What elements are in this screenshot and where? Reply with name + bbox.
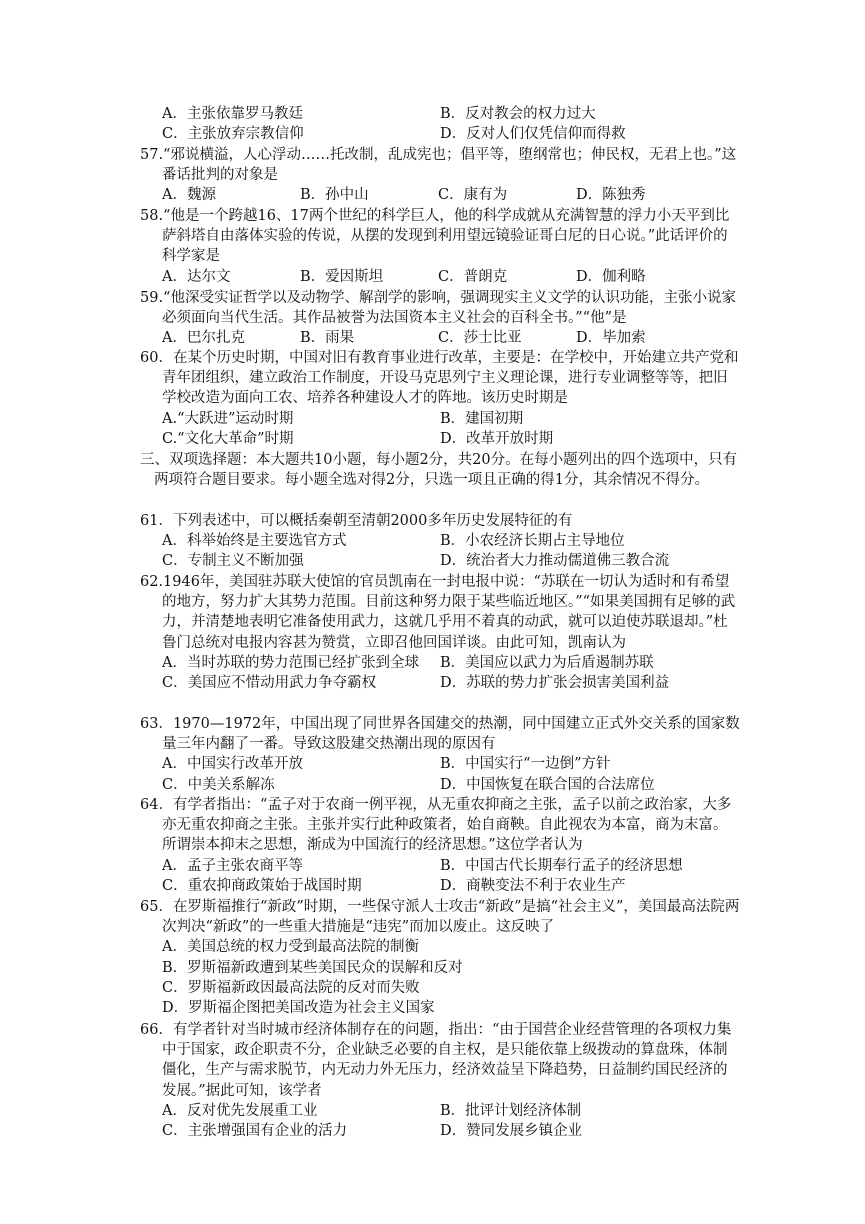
options-row bbox=[162, 328, 740, 348]
question-65 bbox=[140, 897, 740, 1018]
question-66 bbox=[140, 1020, 740, 1141]
option-d[interactable]: D．改革开放时期 bbox=[440, 430, 554, 447]
option-a[interactable]: A．孟子主张农商平等 bbox=[162, 857, 303, 874]
option-c[interactable]: C．莎士比亚 bbox=[438, 330, 522, 347]
option-b[interactable]: B．爱因斯坦 bbox=[300, 268, 384, 285]
question-stem: 59.“他深受实证哲学以及动物学、解剖学的影响，强调现实主义文学的认识功能，主张小说家必须面向当代生活。其作品被誉为法国资本主义社会的百科全书。”“他”是 bbox=[140, 290, 736, 327]
question-57 bbox=[140, 145, 740, 206]
option-d[interactable]: D．统治者大力推动儒道佛三教合流 bbox=[440, 553, 670, 570]
option-a[interactable]: A．主张依靠罗马教廷 bbox=[162, 106, 303, 122]
options-row bbox=[162, 876, 740, 896]
option-a[interactable]: A.“大跃进”运动时期 bbox=[162, 410, 294, 427]
options-row bbox=[162, 409, 740, 429]
option-c[interactable]: C．普朗克 bbox=[438, 268, 508, 285]
option-c[interactable]: C.“文化大革命”时期 bbox=[162, 430, 294, 447]
option-a[interactable]: A．反对优先发展重工业 bbox=[162, 1102, 318, 1119]
options-row bbox=[162, 267, 740, 287]
options-row bbox=[162, 185, 740, 205]
option-d[interactable]: D．陈独秀 bbox=[576, 187, 646, 204]
options-row bbox=[162, 429, 740, 449]
option-a[interactable]: A．巴尔扎克 bbox=[162, 330, 245, 347]
question-56 bbox=[140, 104, 740, 144]
option-a[interactable]: A．当时苏联的势力范围已经扩张到全球 bbox=[162, 654, 419, 671]
section-three-header bbox=[140, 450, 740, 490]
option-b[interactable]: B．中国实行“一边倒”方针 bbox=[440, 756, 611, 773]
options-row bbox=[162, 551, 740, 571]
option-c[interactable]: C．重农抑商政策始于战国时期 bbox=[162, 877, 362, 894]
question-stem: 66．有学者针对当时城市经济体制存在的问题，指出：“由于国营企业经营管理的各项权力集中于国家，政企职责不分，企业缺乏必要的自主权，是只能依靠上级拨动的算盘珠，体制僵化，生产与需求脱节，内无动力外无压力，经济效益呈下降趋势，日益制约国民经济的发展。”据此可知，该学者 bbox=[140, 1022, 732, 1099]
option-d[interactable]: D．中国恢复在联合国的合法席位 bbox=[440, 776, 655, 793]
question-stem: 61．下列表述中，可以概括秦朝至清朝2000多年历史发展特征的有 bbox=[140, 513, 573, 529]
option-d[interactable]: D．伽利略 bbox=[576, 268, 646, 285]
option-a[interactable]: A．美国总统的权力受到最高法院的制衡 bbox=[162, 939, 419, 956]
question-62 bbox=[140, 572, 740, 693]
option-d[interactable]: D．反对人们仅凭信仰而得救 bbox=[440, 126, 626, 143]
option-d[interactable]: D．赞同发展乡镇企业 bbox=[440, 1123, 583, 1139]
question-stem: 63．1970—1972年，中国出现了同世界各国建交的热潮，同中国建立正式外交关系的国家数量三年内翻了一番。导致这股建交热潮出现的原因有 bbox=[140, 716, 740, 753]
options-row bbox=[162, 124, 740, 144]
question-stem: 60．在某个历史时期，中国对旧有教育事业进行改革，主要是：在学校中，开始建立共产党和青年团组织，建立政治工作制度，开设马克思列宁主义理论课，进行专业调整等等，把旧学校改造为面向工农、培养各种建设人才的阵地。该历史时期是 bbox=[140, 350, 739, 407]
question-63 bbox=[140, 714, 740, 795]
option-b[interactable]: B．中国古代长期奉行孟子的经济思想 bbox=[440, 857, 683, 874]
option-c[interactable]: C．美国应不惜动用武力争夺霸权 bbox=[162, 675, 377, 691]
option-a[interactable]: A．魏源 bbox=[162, 187, 216, 204]
question-stem: 65．在罗斯福推行“新政”时期，一些保守派人士攻击“新政”是搞“社会主义”，美国最高法院两次判决“新政”的一些重大措施是“违宪”而加以废止。这反映了 bbox=[140, 899, 740, 936]
options-row bbox=[162, 1121, 740, 1141]
options-row bbox=[162, 1101, 740, 1121]
option-a[interactable]: A．达尔文 bbox=[162, 268, 231, 285]
option-c[interactable]: C．专制主义不断加强 bbox=[162, 553, 304, 570]
options-row bbox=[162, 754, 740, 774]
option-c[interactable]: C．主张增强国有企业的活力 bbox=[162, 1123, 348, 1139]
question-stem: 62.1946年，美国驻苏联大使馆的官员凯南在一封电报中说：“苏联在一切认为适时和有希望的地方，努力扩大其势力范围。目前这种努力限于某些临近地区。”“如果美国拥有足够的武力，并清楚地表明它准备使用武力，这就几乎用不着真的动武，就可以迫使苏联退却。”杜鲁门总统对电报内容甚为赞赏，立即召他回国详谈。由此可知，凯南认为 bbox=[140, 574, 736, 651]
option-d[interactable]: D．罗斯福企图把美国改造为社会主义国家 bbox=[162, 999, 435, 1016]
option-d[interactable]: D．毕加索 bbox=[576, 330, 646, 347]
question-61 bbox=[140, 511, 740, 572]
option-b[interactable]: B．反对教会的权力过大 bbox=[440, 106, 596, 122]
option-b[interactable]: B．孙中山 bbox=[300, 187, 369, 204]
options-row bbox=[162, 104, 740, 124]
option-c[interactable]: C．中美关系解冻 bbox=[162, 776, 275, 793]
question-stem: 57.“邪说横溢，人心浮动……托改制，乱成宪也；倡平等，堕纲常也；伸民权，无君上也。”这番话批判的对象是 bbox=[140, 147, 737, 184]
options-row bbox=[162, 653, 740, 673]
question-59 bbox=[140, 288, 740, 349]
option-a[interactable]: A．中国实行改革开放 bbox=[162, 756, 303, 773]
option-b[interactable]: B．美国应以武力为后盾遏制苏联 bbox=[440, 654, 654, 671]
option-b[interactable]: B．小农经济长期占主导地位 bbox=[440, 533, 625, 550]
question-stem: 58.“他是一个跨越16、17两个世纪的科学巨人，他的科学成就从充满智慧的浮力小天平到比萨斜塔自由落体实验的传说，从摆的发现到利用望远镜验证哥白尼的日心说。”此话评价的科学家是 bbox=[140, 208, 730, 265]
options-row bbox=[162, 673, 740, 693]
option-a[interactable]: A．科举始终是主要选官方式 bbox=[162, 533, 347, 550]
option-b[interactable]: B．罗斯福新政遭到某些美国民众的误解和反对 bbox=[162, 959, 463, 976]
options-row bbox=[162, 531, 740, 551]
option-b[interactable]: B．雨果 bbox=[300, 330, 355, 347]
option-d[interactable]: D．商鞅变法不利于农业生产 bbox=[440, 877, 626, 894]
option-c[interactable]: C．主张放弃宗教信仰 bbox=[162, 126, 304, 143]
option-b[interactable]: B．批评计划经济体制 bbox=[440, 1102, 582, 1119]
options-row bbox=[162, 775, 740, 795]
question-64 bbox=[140, 795, 740, 896]
option-b[interactable]: B．建国初期 bbox=[440, 410, 524, 427]
question-stem: 64．有学者指出：“孟子对于农商一例平视，从无重农抑商之主张，孟子以前之政治家，大多亦无重农抑商之主张。主张并实行此种政策者，始自商鞅。自此视农为本富，商为末富。所谓崇本抑末之思想，渐成为中国流行的经济思想。”这位学者认为 bbox=[140, 797, 732, 854]
options-row bbox=[162, 856, 740, 876]
section-instructions: 三、双项选择题：本大题共10小题，每小题2分，共20分。在每小题列出的四个选项中，只有两项符合题目要求。每小题全选对得2分，只选一项且正确的得1分，其余情况不得分。 bbox=[140, 452, 738, 489]
option-c[interactable]: C．罗斯福新政因最高法院的反对而失败 bbox=[162, 979, 420, 996]
option-d[interactable]: D．苏联的势力扩张会损害美国利益 bbox=[440, 675, 670, 691]
option-c[interactable]: C．康有为 bbox=[438, 187, 508, 204]
question-60 bbox=[140, 348, 740, 449]
question-58 bbox=[140, 206, 740, 287]
